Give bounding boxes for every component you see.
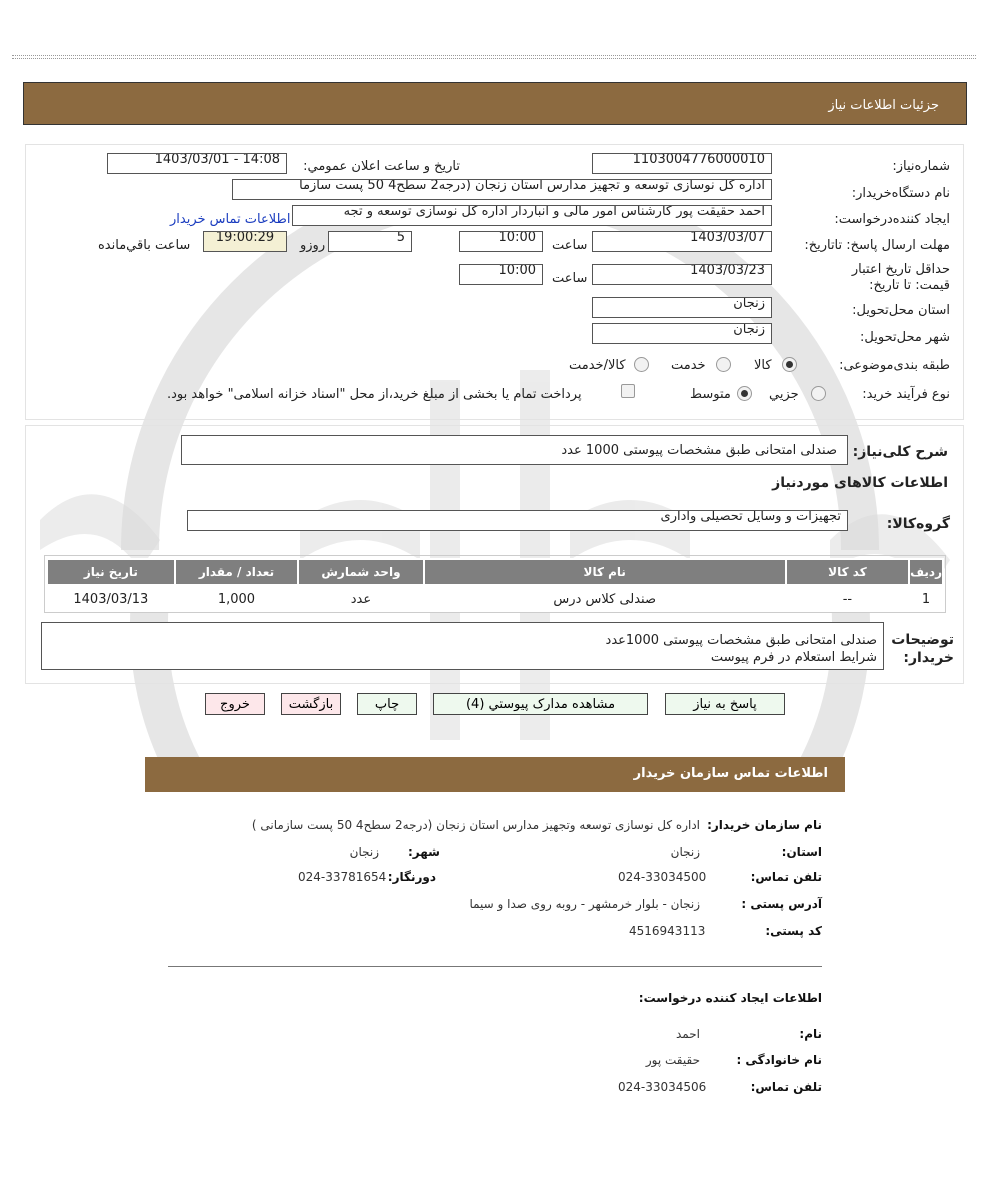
process-minor-label: جزيي — [769, 387, 799, 402]
buyer-org-field[interactable]: اداره کل نوسازی توسعه و تجهیز مدارس استان زنجان (درجه2 سطح4 50 پست سازما — [232, 179, 772, 200]
creator-phone-label: تلفن تماس: — [750, 1080, 822, 1094]
contact-phone-value: 024-33034500 — [618, 870, 707, 884]
items-table — [46, 558, 944, 612]
contact-address-label: آدرس پستی : — [741, 897, 822, 911]
reply-button[interactable]: پاسخ به نياز — [665, 693, 785, 715]
cell-name: صندلی کلاس درس — [424, 585, 786, 612]
attachments-button[interactable]: مشاهده مدارک پیوستي (4) — [433, 693, 648, 715]
exit-button[interactable]: خروج — [205, 693, 265, 715]
goods-group-label: گروه‌کالا: — [886, 516, 950, 532]
category-both-label: کالا/خدمت — [569, 358, 626, 373]
category-label: طبقه بندی‌موضوعی: — [839, 358, 950, 373]
process-type-label: نوع فرآيند خريد: — [862, 387, 950, 402]
deadline-date-field[interactable]: 1403/03/07 — [592, 231, 772, 252]
delivery-city-field[interactable]: زنجان — [592, 323, 772, 344]
col-row: رديف — [909, 559, 943, 585]
process-minor-radio[interactable] — [811, 386, 826, 401]
remaining-time-field: 19:00:29 — [203, 231, 287, 252]
contact-postal-label: کد پستی: — [765, 924, 822, 938]
col-qty: تعداد / مقدار — [175, 559, 298, 585]
creator-first-name-label: نام: — [799, 1027, 822, 1041]
col-code: کد کالا — [786, 559, 909, 585]
delivery-province-label: استان محل‌تحويل: — [852, 303, 950, 318]
deadline-time-field[interactable]: 10:00 — [459, 231, 543, 252]
goods-group-field[interactable]: تجهیزات و وسایل تحصیلی واداری — [187, 510, 848, 531]
creator-phone-value: 024-33034506 — [618, 1080, 707, 1094]
need-summary-field: صندلی امتحانی طبق مشخصات پیوستی 1000 عدد — [181, 435, 848, 465]
items-table-header — [47, 559, 943, 585]
buyer-contact-header — [145, 757, 845, 792]
contact-fax-value: 024-33781654 — [298, 870, 387, 884]
cell-date: 1403/03/13 — [47, 585, 175, 612]
contact-province-label: استان: — [781, 845, 822, 859]
details-header-title: جزئيات اطلاعات نیاز — [828, 98, 939, 113]
process-medium-radio[interactable] — [737, 386, 752, 401]
buyer-org-label: نام دستگاه‌خريدار: — [851, 186, 950, 201]
announce-date-label: تاريخ و ساعت اعلان عمومي: — [303, 159, 460, 174]
buyer-notes-line-2: شرایط استعلام در فرم پیوست — [710, 650, 877, 665]
creator-label: ايجاد کننده‌درخواست: — [834, 212, 950, 227]
print-button[interactable]: چاپ — [357, 693, 417, 715]
need-summary-label: شرح کلی‌نياز: — [852, 444, 948, 460]
days-label: روزو — [300, 238, 326, 253]
cell-unit: عدد — [298, 585, 424, 612]
delivery-city-label: شهر محل‌تحويل: — [860, 330, 950, 345]
contact-phone-label: تلفن تماس: — [750, 870, 822, 884]
top-divider — [12, 55, 976, 59]
deadline-label: مهلت ارسال پاسخ: تاتاريخ: — [804, 238, 950, 253]
contact-postal-value: 4516943113 — [629, 924, 706, 938]
contact-org-label: نام سازمان خریدار: — [707, 818, 822, 832]
back-button[interactable]: بازگشت — [281, 693, 341, 715]
details-header — [23, 82, 967, 125]
contact-divider — [168, 966, 822, 967]
contact-province-value: زنجان — [670, 845, 700, 859]
buyer-notes-field — [41, 622, 884, 670]
process-medium-label: متوسط — [690, 387, 731, 402]
treasury-payment-checkbox[interactable] — [621, 384, 635, 398]
announce-date-field[interactable]: 1403/03/01 - 14:08 — [107, 153, 287, 174]
contact-city-value: زنجان — [349, 845, 379, 859]
cell-code: -- — [786, 585, 909, 612]
creator-info-title: اطلاعات ایجاد کننده درخواست: — [638, 991, 822, 1005]
validity-time-field[interactable]: 10:00 — [459, 264, 543, 285]
buyer-contact-link[interactable]: اطلاعات تماس خريدار — [170, 212, 291, 227]
cell-row: 1 — [909, 585, 943, 612]
buyer-notes-line-1: صندلی امتحانی طبق مشخصات پیوستی 1000عدد — [605, 633, 877, 648]
contact-address-value: زنجان - بلوار خرمشهر - روبه روی صدا و سیما — [469, 897, 700, 911]
table-row — [47, 585, 943, 612]
category-goods-label: کالا — [754, 358, 772, 373]
buyer-notes-label: توضيحات خريدار: — [891, 632, 954, 666]
col-name: نام کالا — [424, 559, 786, 585]
delivery-province-field[interactable]: زنجان — [592, 297, 772, 318]
creator-first-name-value: احمد — [676, 1027, 700, 1041]
category-service-label: خدمت — [671, 358, 706, 373]
contact-org-value: اداره کل نوسازی توسعه وتجهیز مدارس استان زنجان (درجه2 سطح4 50 پست سازمانی ) — [251, 818, 700, 832]
creator-last-name-label: نام خانوادگی : — [736, 1053, 822, 1067]
creator-last-name-value: حقیقت پور — [645, 1053, 700, 1067]
col-date: تاريخ نياز — [47, 559, 175, 585]
goods-info-title: اطلاعات کالاهای مورد‌نياز — [772, 475, 948, 491]
col-unit: واحد شمارش — [298, 559, 424, 585]
cell-qty: 1,000 — [175, 585, 298, 612]
buyer-contact-title: اطلاعات تماس سازمان خریدار — [633, 766, 828, 781]
need-number-field[interactable]: 1103004776000010 — [592, 153, 772, 174]
days-field[interactable]: 5 — [328, 231, 412, 252]
deadline-time-label: ساعت — [552, 238, 588, 253]
remaining-time-label: ساعت باقي‌مانده — [98, 238, 191, 253]
validity-date-field[interactable]: 1403/03/23 — [592, 264, 772, 285]
category-goods-radio[interactable] — [782, 357, 797, 372]
validity-label: حداقل تاريخ اعتبار قيمت: تا تاريخ: — [851, 262, 950, 293]
validity-time-label: ساعت — [552, 271, 588, 286]
need-number-label: شماره‌نیاز: — [892, 159, 950, 174]
category-both-radio[interactable] — [634, 357, 649, 372]
contact-fax-label: دورنگار: — [387, 870, 436, 884]
contact-city-label: شهر: — [408, 845, 440, 859]
treasury-payment-note: پرداخت تمام يا بخشی از مبلغ خريد،از محل "اسناد خزانه اسلامی" خواهد بود. — [167, 387, 582, 402]
category-service-radio[interactable] — [716, 357, 731, 372]
creator-field[interactable]: احمد حقیقت پور کارشناس امور مالی و انباردار اداره کل نوسازی توسعه و تجه — [292, 205, 772, 226]
